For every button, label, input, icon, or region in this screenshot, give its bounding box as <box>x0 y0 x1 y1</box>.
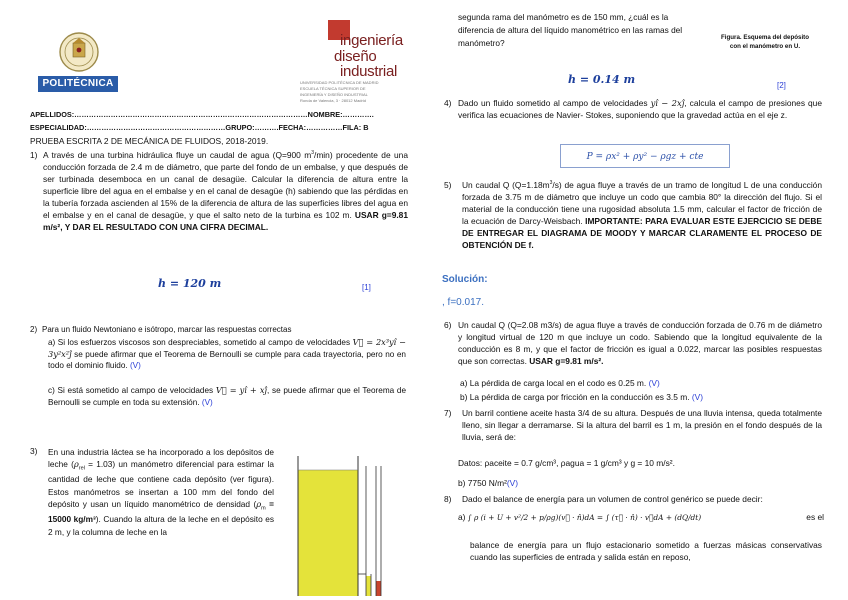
question-3-text-1: En una industria láctea se ha incorporado a los depósitos de leche ( <box>48 447 274 470</box>
question-8-a-eq: ∫ ρ (i + U + v²/2 + p/ρg)(v⃗ · n̂)dA = ∫ (τ⃗ · n̂) · v⃗dA + (dQ/dt) <box>467 513 702 522</box>
question-6-number: 6) <box>444 320 452 330</box>
etsidi-logo-sub4: Ronda de Valencia, 3 · 28012 Madrid <box>300 98 366 103</box>
question-8-option-a <box>458 512 824 524</box>
question-3-continuation: segunda rama del manómetro es de 150 mm, ¿cuál es la diferencia de altura del líquido manométrico en las ramas del manómetro? <box>458 12 683 48</box>
question-7-datos: Datos: ρaceite = 0.7 g/cm³, ρagua = 1 g/cm³ y g = 10 m/s². <box>458 458 675 468</box>
question-2-a-text-2: se puede afirmar que el Teorema de Bernoulli se cumple para cada trayectoria, pero no en todo el dominio fluido. <box>48 349 406 371</box>
question-3-rho-m: ρ <box>256 499 262 510</box>
question-6-b-mark: (V) <box>691 392 704 402</box>
question-6-option-a <box>460 378 660 390</box>
etsidi-logo <box>300 20 410 104</box>
question-1-text-a: A través de una turbina hidráulica fluye un caudal de agua (Q=900 m <box>43 150 312 160</box>
etsidi-logo-sub1: UNIVERSIDAD POLITÉCNICA DE MADRID <box>300 80 379 85</box>
question-8-a-es: es el <box>806 512 824 522</box>
apellidos-line: APELLIDOS:……………………………………………………………………………………NOMBRE:…………. <box>30 110 374 119</box>
question-1-bold: USAR g=9.81 m/s², Y DAR EL RESULTADO CON UNA CIFRA DECIMAL. <box>43 209 408 232</box>
question-3-rho-m-val: = 15000 kg/m³ <box>48 499 274 525</box>
question-2-number: 2) <box>30 325 38 334</box>
question-6-bold: USAR g=9.81 m/s². <box>529 355 604 366</box>
question-5-bold: IMPORTANTE: PARA EVALUAR ESTE EJERCICIO SE DEBE DE ENTREGAR EL DIAGRAMA DE MOODY Y MARCAR CLARAMENTE EL PROCESO DE OBTENCIÓN DE f. <box>462 215 822 250</box>
question-2-a-text-1: a) Si los esfuerzos viscosos son despreciables, sometido al campo de velocidades <box>48 338 351 347</box>
question-4-text-1: Dado un fluido sometido al campo de velocidades <box>458 98 651 108</box>
question-1-tag: [1] <box>362 283 371 292</box>
question-3-text <box>48 446 274 538</box>
question-1: 1) A través de una turbina hidráulica fluye un caudal de agua (Q=900 $m^3/\min$) procedente de una conducción forzada de 2.4 m de diámetro, que parte del fondo de un embalse, y que después de ser turbinada desemboca en un canal de desagüe. Calcular la diferencia de altura entre la superficie libre del agua en el embalse y en el canal de desagüe (h) sabiendo que las pérdidas en la tubería forzada ascienden al 15% de la diferencia de altura de las superficies libres del agua en el embalse y en el canal de desagüe, y que el salto neto de la turbina es 102 m. USAR g=9.81 m/s², Y DAR EL RESULTADO CON UNA CIFRA DECIMAL. <box>30 150 408 232</box>
question-8-number: 8) <box>444 494 452 504</box>
exam-title: PRUEBA ESCRITA 2 DE MECÁNICA DE FLUIDOS, 2018-2019. <box>30 136 269 146</box>
question-7-number: 7) <box>444 408 452 418</box>
question-4-answer: P = ρx² + ρy² − ρgz + cte <box>586 152 704 162</box>
question-4-number: 4) <box>444 98 452 108</box>
question-6-option-b <box>460 392 703 404</box>
question-2-c-text-1: c) Si está sometido al campo de velocidades <box>48 386 216 395</box>
question-8-a-label: a) <box>458 512 466 522</box>
figure-caption <box>700 34 830 51</box>
figure-caption-1: Figura. Esquema del depósito <box>720 34 809 41</box>
tank-manometer-diagram <box>296 456 392 596</box>
question-3-rho-rel-val: = 1.03) <box>84 459 116 470</box>
question-2-option-a <box>48 337 406 372</box>
question-6-a-mark: (V) <box>648 378 660 388</box>
question-4-text <box>458 98 822 122</box>
question-1-number: 1) <box>30 150 38 160</box>
question-7-option-b <box>458 478 518 490</box>
question-6-a-text: a) La pérdida de carga local en el codo es 0.25 m. <box>460 378 647 388</box>
question-5-text-2: /s) de agua fluye a través de un tramo de longitud L de una conducción forzada de 3.75 m de diámetro que incluye un codo que cambia 80° la dirección del flujo. Si el material de la conducción tiene una rugosidad absoluta 1.5 mm, calcular el factor de fricción de la ecuación de Darcy-Weisbach. <box>462 180 822 226</box>
especialidad-line: ESPECIALIDAD:…………………………………………………GRUPO:……….FECHA:……………FILA: B <box>30 123 369 132</box>
question-5-result: , f=0.017. <box>442 297 484 308</box>
question-7-b-mark: (V) <box>506 478 519 488</box>
question-7-text: Un barril contiene aceite hasta 3/4 de su altura. Después de una lluvia intensa, queda totalmente lleno, sin llegar a derramarse. Si la altura del barril es 1 m, la presión en el fondo después de la lluvia, será de: <box>462 408 822 442</box>
question-6-b-text: b) La pérdida de carga por fricción en la conducción es 3.5 m. <box>460 392 690 402</box>
question-4-answer-box <box>560 144 730 168</box>
question-3-text-3: ). Cuando la altura de la leche en el depósito es 2 m, y la columna de leche en la <box>48 514 274 537</box>
etsidi-logo-line1: ingeniería <box>340 32 403 49</box>
question-2-option-c <box>48 385 406 408</box>
question-3-tag: [2] <box>777 81 786 90</box>
etsidi-logo-sub2: ESCUELA TÉCNICA SUPERIOR DE <box>300 86 366 91</box>
question-4-eq: yî − 2xĵ <box>650 98 685 108</box>
tank-figure <box>296 456 392 596</box>
question-2-c-text-2: , se puede afirmar que el Teorema de Bernoulli se cumple en toda su extensión. <box>48 386 407 407</box>
question-2-a-mark: (V) <box>129 361 141 371</box>
politecnica-label: POLITÉCNICA <box>42 78 114 89</box>
question-6-text <box>458 320 822 368</box>
question-2-c-eq: V⃗ = yî + xĵ <box>215 385 267 395</box>
question-8-a-text: balance de energía para un flujo estacionario sometido a fuerzas másicas conservativas cuando las superficies de entrada y salida están en reposo, <box>470 540 822 562</box>
question-3-text-2: un manómetro diferencial para estimar la cantidad de leche que contiene cada depósito (ver figura). Estos manómetros se insertan a 100 mm del fondo del depósito y usan un líquido manométrico de densidad ( <box>48 459 274 510</box>
question-5-number: 5) <box>444 180 452 190</box>
question-7-b-text: b) 7750 N/m² <box>458 478 507 488</box>
etsidi-logo-sub3: INGENIERÍA Y DISEÑO INDUSTRIAL <box>300 92 368 97</box>
question-3-rho-rel: ρ <box>73 459 79 470</box>
question-2-a-eq: V⃗ = 2x³yî − 3y²x²ĵ <box>48 337 406 359</box>
question-3-answer: h = 0.14 m <box>568 73 636 86</box>
etsidi-logo-line3: industrial <box>340 63 398 80</box>
solucion-label: Solución: <box>442 274 488 285</box>
question-2-c-mark: (V) <box>201 397 213 407</box>
question-6-body: Un caudal Q (Q=2.08 m3/s) de agua fluye a través de conducción forzada de 0.76 m de diámetro y longitud virtual de 120 m que incluye un codo. Sabiendo que la longitud equivalente de la conducción es 8 m, y que el factor de fricción es igual a 0.022, marcar las posibles respuestas que son correctas. <box>458 320 822 366</box>
question-4-text-2: , calcula el campo de presiones que verifica las ecuaciones de Navier- Stokes, suponiendo que la gravedad actúa en el eje z. <box>458 98 822 120</box>
question-3-rho-rel-sub: rel <box>78 466 85 473</box>
question-8-text: Dado el balance de energía para un volumen de control genérico se puede decir: <box>462 494 763 504</box>
question-5-text: Un caudal Q $(Q=1.18m^3/s)$ de agua fluye a través de un tramo de longitud L de una conducción forzada de 3.75 m de diámetro que incluye un codo que cambia 80° la dirección del flujo. Si el material de la conducción tiene una rugosidad absoluta 1.5 mm, calcular el factor de fricción de la ecuación de Darcy-Weisbach. IMPORTANTE: PARA EVALUAR ESTE EJERCICIO SE DEBE DE ENTREGAR EL DIAGRAMA DE MOODY Y MARCAR CLARAMENTE EL PROCESO DE OBTENCIÓN DE f. <box>462 180 822 250</box>
etsidi-logo-line2: diseño <box>334 48 377 65</box>
question-2-text: Para un fluido Newtoniano e isótropo, marcar las respuestas correctas <box>42 325 292 334</box>
politecnica-banner <box>38 76 118 92</box>
question-1-answer: h = 120 m <box>158 277 222 290</box>
figure-caption-2: con el manómetro en U. <box>729 42 801 50</box>
question-1-text-b: /min) procedente de una conducción forzada de 2.4 m de diámetro, que parte del fondo de un embalse, y que después de ser turbinada desemboca en un canal de desagüe. Calcular la diferencia de altura entre la superficie libre del agua en el embalse y en el canal de desagüe (h) sabiendo que las pérdidas en la tubería forzada ascienden al 15% de la diferencia de altura de las superficies libres del agua en el embalse y en el canal de desagüe, y que el salto neto de la turbina es 102 m. <box>43 150 408 220</box>
question-5-text-1: Un caudal Q (Q=1.18m <box>462 180 550 190</box>
question-3-rho-m-sub: m <box>261 505 266 512</box>
question-3-number: 3) <box>30 446 38 456</box>
